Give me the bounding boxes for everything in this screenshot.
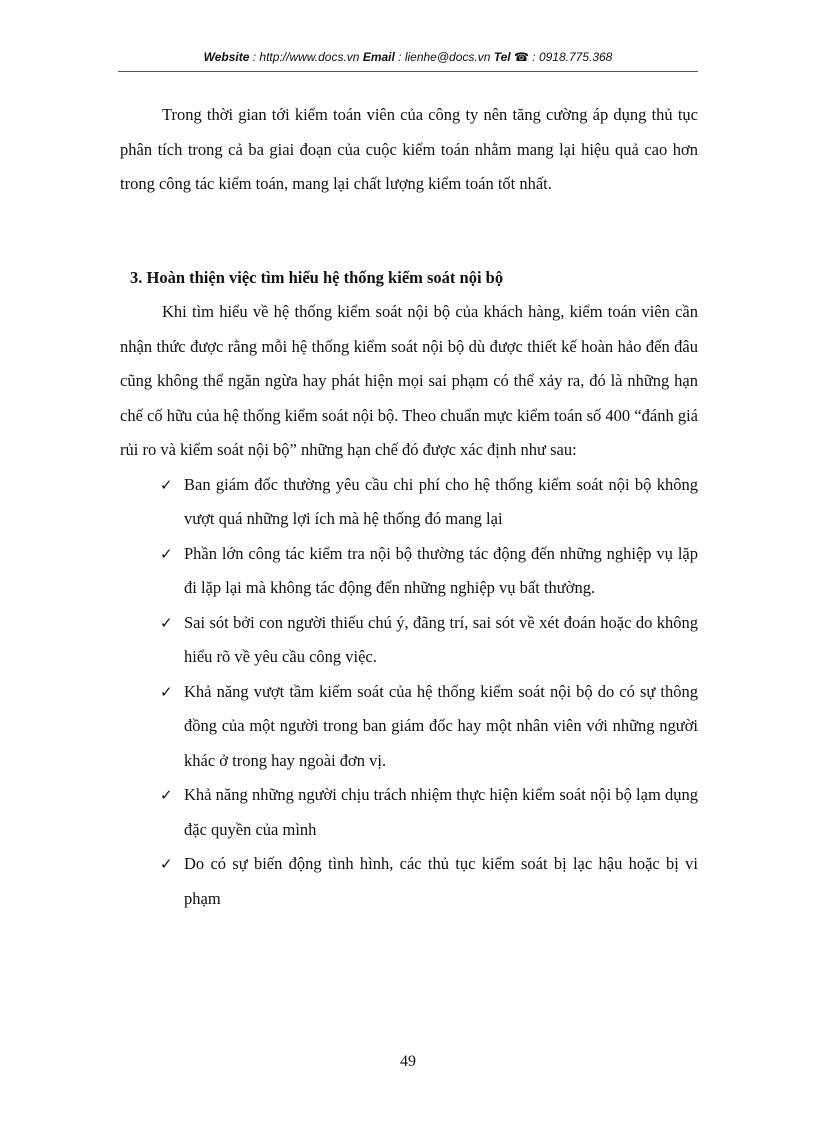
email-label: Email (362, 50, 395, 64)
list-item (120, 537, 698, 606)
section-heading: 3. Hoàn thiện việc tìm hiểu hệ thống kiểm soát nội bộ (130, 267, 504, 287)
limitations-list (120, 468, 698, 917)
checkmark-icon: ✓ (160, 682, 173, 701)
list-item (120, 675, 698, 779)
list-item (120, 847, 698, 916)
list-item-text: Khả năng những người chịu trách nhiệm thực hiện kiểm soát nội bộ lạm dụng đặc quyền của mình (184, 785, 698, 839)
checkmark-icon: ✓ (160, 613, 173, 632)
website-value: : http://www.docs.vn (249, 50, 363, 64)
checkmark-icon: ✓ (160, 855, 173, 873)
list-item-text: Do có sự biến động tình hình, các thủ tục kiểm soát bị lạc hậu hoặc bị vi phạm (184, 854, 698, 908)
page-header (118, 50, 698, 70)
email-value: : lienhe@docs.vn (394, 50, 494, 64)
list-item-text: Khả năng vượt tầm kiểm soát của hệ thống kiểm soát nội bộ do có sự thông đồng của một người trong ban giám đốc hay một nhân viên với những người khác ở trong hay ngoài đơn vị. (184, 681, 698, 770)
intro-paragraph: Trong thời gian tới kiểm toán viên của công ty nên tăng cường áp dụng thủ tục phân tích trong cả ba giai đoạn của cuộc kiểm toán nhằm mang lại hiệu quả cao hơn trong công tác kiểm toán, mang lại chất lượng kiểm toán tốt nhất. (120, 105, 698, 193)
list-item (120, 468, 698, 537)
tel-label: Tel (493, 50, 511, 64)
tel-value: : 0918.775.368 (528, 50, 613, 64)
section-paragraph: Khi tìm hiểu về hệ thống kiểm soát nội bộ của khách hàng, kiểm toán viên cần nhận thức được rằng mỗi hệ thống kiểm soát nội bộ dù được thiết kế hoàn hảo đến đâu cũng không thể ngăn ngừa hay phát hiện mọi sai phạm có thể xảy ra, đó là những hạn chế cố hữu của hệ thống kiểm soát nội bộ. Theo chuẩn mực kiểm toán số 400 “đánh giá rủi ro và kiểm soát nội bộ” những hạn chế đó được xác định như sau: (120, 302, 698, 459)
list-item-text: Phần lớn công tác kiểm tra nội bộ thường tác động đến những nghiệp vụ lặp đi lặp lại mà không tác động đến những nghiệp vụ bất thường. (184, 543, 698, 597)
list-item-text: Ban giám đốc thường yêu cầu chi phí cho hệ thống kiểm soát nội bộ không vượt quá những lợi ích mà hệ thống đó mang lại (184, 474, 698, 528)
checkmark-icon: ✓ (160, 544, 173, 563)
list-item (120, 778, 698, 847)
website-label: Website (203, 50, 250, 64)
list-item (120, 606, 698, 675)
list-item-text: Sai sót bởi con người thiếu chú ý, đãng trí, sai sót về xét đoán hoặc do không hiểu rõ về yêu cầu công việc. (184, 612, 698, 666)
checkmark-icon: ✓ (160, 475, 173, 494)
checkmark-icon: ✓ (160, 786, 173, 804)
page-number: 49 (400, 1053, 416, 1070)
header-divider (118, 71, 698, 72)
document-body (120, 98, 698, 916)
phone-icon: ☎ (513, 50, 529, 64)
